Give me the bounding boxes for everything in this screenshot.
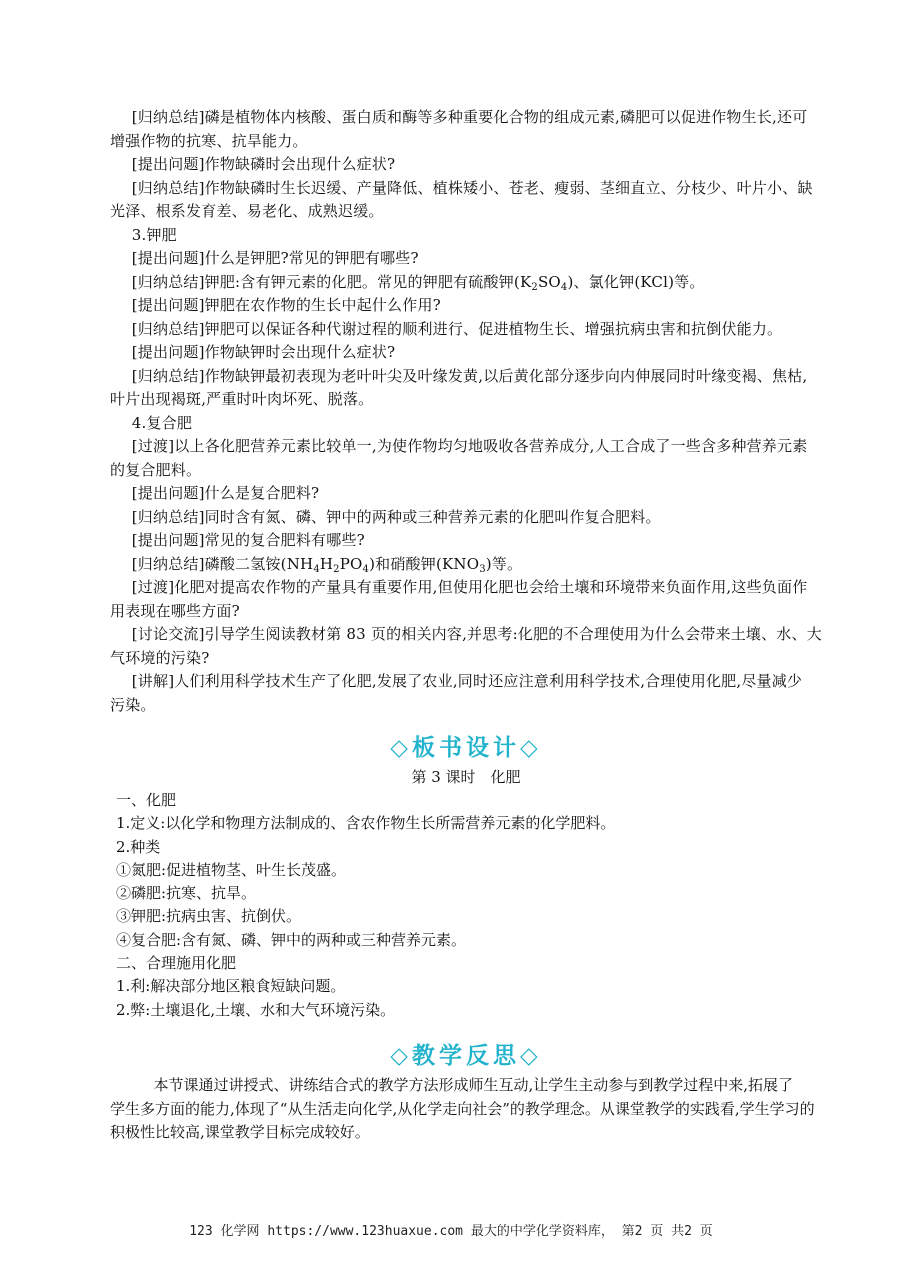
text-run: )、氯化钾(KCl)等。: [567, 272, 705, 291]
reflection-line: 学生多方面的能力,体现了“从生活走向化学,从化学走向社会”的教学理念。从课堂教学的实践看,学生学习的: [110, 1099, 815, 1118]
board-design-title: ◇板书设计◇: [390, 734, 542, 761]
paragraph: [提出问题]什么是钾肥?常见的钾肥有哪些?: [131, 249, 419, 267]
paragraph: [归纳总结]钾肥可以保证各种代谢过程的顺利进行、促进植物生长、增强抗病虫害和抗倒伏能力。: [131, 319, 783, 338]
paragraph: [归纳总结]作物缺磷时生长迟缓、产量降低、植株矮小、苍老、瘦弱、茎细直立、分枝少、叶片小、缺: [131, 178, 813, 197]
paragraph: [提出问题]什么是复合肥料?: [131, 484, 320, 502]
paragraph: [过渡]以上各化肥营养元素比较单一,为使作物均匀地吸收各营养成分,人工合成了一些含多种营养元素: [131, 437, 808, 455]
text-run: PO: [339, 554, 363, 573]
text-run: [归纳总结]磷酸二氢铵(NH: [131, 554, 314, 573]
subscript: 2: [333, 563, 340, 575]
board-line: ①氮肥:促进植物茎、叶生长茂盛。: [116, 860, 347, 879]
paragraph: 污染。: [110, 695, 156, 714]
board-line: 2.种类: [116, 837, 161, 856]
reflection-section: [110, 1038, 822, 1145]
section-heading: 4.复合肥: [131, 413, 193, 432]
board-line: ④复合肥:含有氮、磷、钾中的两种或三种营养元素。: [116, 930, 467, 949]
paragraph: 用表现在哪些方面?: [110, 601, 240, 620]
text-run: )和硝酸钾(KNO: [369, 554, 480, 573]
paragraph: [提出问题]钾肥在农作物的生长中起什么作用?: [131, 296, 441, 314]
paragraph: [提出问题]常见的复合肥料有哪些?: [131, 531, 365, 549]
lesson-subtitle: 第 3 课时 化肥: [411, 768, 521, 786]
paragraph: [讲解]人们利用科学技术生产了化肥,发展了农业,同时还应注意利用科学技术,合理使用化肥,尽量减少: [131, 672, 803, 690]
text-run: H: [319, 554, 334, 573]
paragraph: [提出问题]作物缺磷时会出现什么症状?: [131, 155, 396, 173]
reflection-line: 本节课通过讲授式、讲练结合式的教学方法形成师生互动,让学生主动参与到教学过程中来,拓展了: [153, 1076, 794, 1094]
board-line: 一、化肥: [116, 791, 177, 809]
text-run: )等。: [485, 554, 523, 573]
board-line: 2.弊:土壤退化,土壤、水和大气环境污染。: [116, 1000, 396, 1019]
board-line: 二、合理施用化肥: [116, 954, 237, 973]
board-line: ②磷肥:抗寒、抗旱。: [116, 884, 257, 903]
paragraph: [归纳总结]磷是植物体内核酸、蛋白质和酶等多种重要化合物的组成元素,磷肥可以促进作物生长,还可: [131, 108, 808, 126]
paragraph: [归纳总结]作物缺钾最初表现为老叶叶尖及叶缘发黄,以后黄化部分逐步向内伸展同时叶缘变褐、焦枯,: [131, 366, 808, 385]
text-run: SO: [537, 272, 561, 291]
subscript: 4: [313, 563, 320, 575]
paragraph: [讨论交流]引导学生阅读教材第 83 页的相关内容,并思考:化肥的不合理使用为什么会带来土壤、水、大: [131, 625, 822, 643]
board-line: 1.定义:以化学和物理方法制成的、含农作物生长所需营养元素的化学肥料。: [116, 814, 616, 833]
subscript: 2: [531, 281, 538, 293]
paragraph: 光泽、根系发育差、易老化、成熟迟缓。: [110, 202, 384, 220]
paragraph: [归纳总结]同时含有氮、磷、钾中的两种或三种营养元素的化肥叫作复合肥料。: [131, 507, 661, 526]
reflection-line: 积极性比较高,课堂教学目标完成较好。: [110, 1123, 370, 1141]
paragraph: [110, 553, 822, 577]
section-heading: 3.钾肥: [131, 225, 177, 244]
page-footer: 123 化学网 https://www.123huaxue.com 最大的中学化学资料库， 第2 页 共2 页: [189, 1224, 713, 1239]
paragraph: 气环境的污染?: [110, 648, 210, 667]
paragraph: [110, 271, 822, 295]
subscript: 4: [362, 563, 370, 575]
paragraph: 增强作物的抗寒、抗旱能力。: [110, 131, 308, 150]
paragraph: 的复合肥料。: [110, 460, 202, 479]
paragraph: 叶片出现褐斑,严重时叶肉坏死、脱落。: [110, 390, 374, 408]
paragraph: [提出问题]作物缺钾时会出现什么症状?: [131, 343, 396, 361]
board-line: 1.利:解决部分地区粮食短缺问题。: [116, 977, 346, 996]
subscript: 3: [479, 563, 486, 575]
board-design-section: [110, 730, 822, 1022]
board-line: ③钾肥:抗病虫害、抗倒伏。: [116, 907, 302, 926]
text-run: [归纳总结]钾肥:含有钾元素的化肥。常见的钾肥有硫酸钾(K: [131, 272, 532, 291]
lesson-body: [110, 106, 822, 717]
reflection-title: ◇教学反思◇: [390, 1042, 542, 1069]
subscript: 4: [560, 281, 568, 293]
paragraph: [过渡]化肥对提高农作物的产量具有重要作用,但使用化肥也会给土壤和环境带来负面作用,这些负面作: [131, 578, 808, 596]
